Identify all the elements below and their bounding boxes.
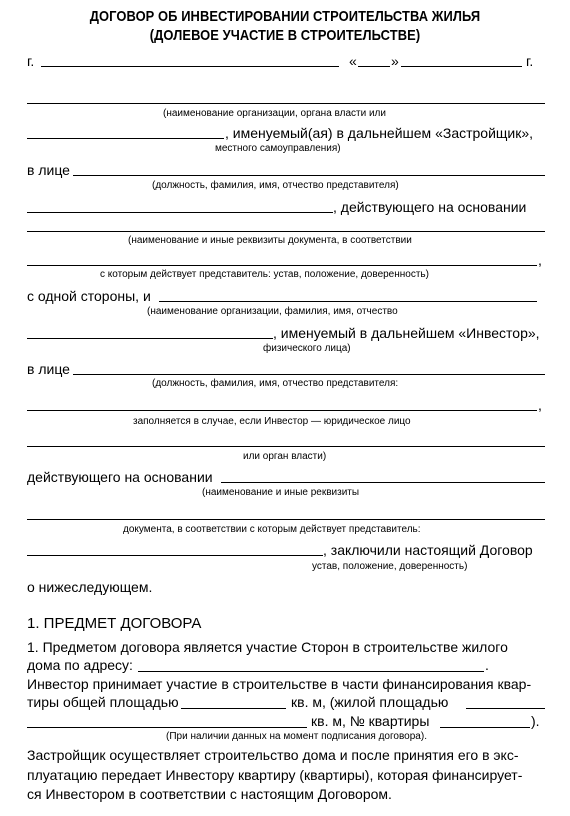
investor-rep-field-3[interactable] (27, 446, 545, 447)
caption-rep-2: (должность, фамилия, имя, отчество представителя: (152, 378, 399, 389)
p2-text-a: Инвестор принимает участие в строительстве в части финансирования квар- (27, 676, 532, 692)
p1-text-a: 1. Предметом договора является участие Сторон в строительстве жилого (27, 639, 508, 655)
p1-text-b-end: . (485, 657, 489, 673)
address-field[interactable] (138, 671, 484, 672)
document-title: ДОГОВОР ОБ ИНВЕСТИРОВАНИИ СТРОИТЕЛЬСТВА ЖИЛЬЯ (89, 8, 481, 25)
caption-authority: или орган власти) (243, 451, 327, 462)
developer-name-field-2[interactable] (27, 138, 224, 139)
caption-name-req: (наименование и иные реквизиты (202, 487, 360, 498)
p3-text-c: ся Инвестором в соответствии с настоящим Договором. (27, 786, 392, 802)
developer-rep-field-2[interactable] (27, 212, 333, 213)
investor-basis-field-2[interactable] (27, 519, 545, 520)
document-subtitle: (ДОЛЕВОЕ УЧАСТИЕ В СТРОИТЕЛЬСТВЕ) (149, 27, 421, 44)
basis-doc-field-2[interactable] (27, 265, 537, 266)
p3-text-b: плуатацию передает Инвестору квартиру (квартиры), которая финансирует- (27, 767, 523, 783)
caption-doc-4: устав, положение, доверенность) (312, 561, 468, 572)
caption-org-1: (наименование организации, органа власти или (163, 108, 386, 119)
developer-name-field[interactable] (27, 103, 545, 104)
living-area-field-2[interactable] (27, 727, 307, 728)
caption-org-2: местного самоуправления) (215, 143, 341, 154)
acting-basis-text-1: , действующего на основании (333, 199, 527, 215)
investor-basis-field[interactable] (221, 482, 545, 483)
p3-text-a: Застройщик осуществляет строительство дома и после принятия его в экс- (27, 747, 519, 763)
investor-basis-field-3[interactable] (27, 555, 323, 556)
comma-1: , (538, 252, 542, 268)
p2-text-c1: кв. м, № квартиры (311, 713, 430, 729)
comma-2: , (538, 397, 542, 413)
city-field[interactable] (41, 66, 339, 67)
named-investor-text: , именуемый в дальнейшем «Инвестор», (273, 325, 540, 341)
living-area-field[interactable] (466, 708, 545, 709)
named-developer-text: , именуемый(ая) в дальнейшем «Застройщик», (225, 125, 534, 141)
caption-doc-3: документа, в соответствии с которым действует представитель: (123, 524, 421, 535)
date-quote-open: « (349, 53, 357, 69)
concluded-text: , заключили настоящий Договор (323, 542, 533, 558)
one-side-text: с одной стороны, и (27, 288, 151, 304)
caption-doc-2: с которым действует представитель: устав, положение, доверенность) (100, 269, 429, 280)
caption-rep-1: (должность, фамилия, имя, отчество представителя) (152, 180, 399, 191)
p2-text-c2: ). (531, 713, 540, 729)
investor-name-field[interactable] (159, 301, 537, 302)
caption-doc-1: (наименование и иные реквизиты документа, в соответствии (128, 235, 412, 246)
paragraph-1-line-1 (27, 638, 547, 657)
developer-rep-field[interactable] (73, 175, 545, 176)
basis-doc-field-1[interactable] (27, 231, 545, 232)
section-heading: 1. ПРЕДМЕТ ДОГОВОРА (27, 615, 202, 632)
caption-inv-1: (наименование организации, фамилия, имя, отчество (147, 306, 398, 317)
p2-text-b1: тиры общей площадью (27, 694, 179, 710)
in-person-label-2: в лице (27, 361, 70, 377)
in-person-label-1: в лице (27, 162, 70, 178)
p2-text-b2: кв. м, (жилой площадью (291, 694, 449, 710)
caption-inv-2: физического лица) (263, 343, 351, 354)
caption-fill: заполняется в случае, если Инвестор — юридическое лицо (133, 416, 411, 427)
investor-rep-field[interactable] (73, 374, 545, 375)
year-suffix: г. (526, 53, 534, 69)
p1-text-b: дома по адресу: (27, 657, 133, 673)
investor-name-field-2[interactable] (27, 338, 273, 339)
month-field[interactable] (401, 66, 522, 67)
city-label: г. (27, 53, 35, 69)
day-field[interactable] (358, 66, 390, 67)
acting-basis-text-2: действующего на основании (27, 469, 213, 485)
caption-signing: (При наличии данных на момент подписания договора). (166, 731, 427, 742)
following-text: о нижеследующем. (27, 579, 153, 595)
investor-rep-field-2[interactable] (27, 410, 537, 411)
total-area-field[interactable] (181, 708, 286, 709)
date-quote-close: » (391, 53, 399, 69)
apartment-number-field[interactable] (440, 727, 530, 728)
